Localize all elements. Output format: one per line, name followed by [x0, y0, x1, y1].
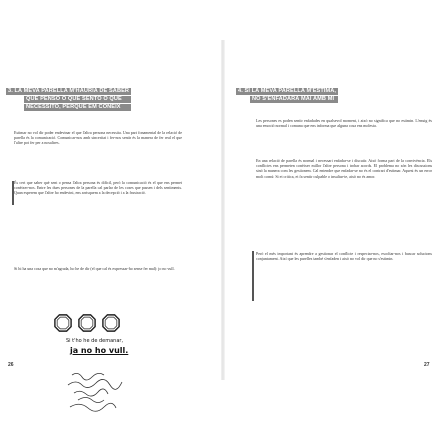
paragraph-text: És cert que saber què sent o pensa l'altra persona és difícil, però la comunicació és el que ens permet conèixer-nos. Entre les dues persones de la parella cal parlar de les coses que passen i dels sentiments. Quan esperem que l'altre ho endevini, ens arrisquem a la decepció i a la frustració.	[14, 180, 182, 196]
right-paragraph-2	[256, 158, 432, 179]
chapter-banner-line-1: 4. SI LA MEVA PARELLA M'ESTIMA,	[238, 88, 337, 94]
stop-sign-icon	[78, 314, 96, 332]
paragraph-text: Però el més important és aprendre a gestionar el conflicte i respectar-nos, escoltar-nos i buscar solucions conjuntament. Així que les parelles també s'enfaden i això no vol dir que no s'estimin.	[256, 251, 432, 262]
paragraph-text: En una relació de parella és normal i necessari enfadar-se i discutir. Això forma part de la convivència. Els conflictes ens permeten conèixer millor l'altre persona i trobar acords. El problema no són les discussions sinó la manera com les gestionem. Cal entendre que enfadar-se no és el contrari d'estimar. Aquest és un error molt comú: Si et critica, et fa sentir culpable o insultar-te, això no és amor.	[256, 158, 432, 179]
page-number: 26	[8, 362, 14, 368]
stop-sign-icon	[54, 314, 72, 332]
left-page	[6, 44, 206, 374]
right-paragraph-1	[256, 118, 432, 128]
chapter-4-banner	[236, 88, 338, 104]
right-paragraph-3	[256, 251, 432, 261]
paragraph-text: Estimar no vol dir poder endevinar el que l'altra persona necessita. Una part fonamental de la relació de parella és la comunicació. Comunicar-nos amb sinceritat i fer-nos sentir és la manera de fer real el que l'altre pot fer per a nosaltres.	[14, 130, 182, 146]
quote-rule	[252, 251, 254, 301]
paragraph-text: Les persones es poden sentir enfadades en qualsevol moment, i això no significa que no estimin. L'enuig és una emoció normal i comuna que ens informa que alguna cosa ens molesta.	[256, 118, 432, 129]
chapter-banner-line-2: NO S'ENFADARÀ MAI AMB MI	[250, 96, 338, 103]
handwritten-line-1: Si t'ho he de demanar,	[66, 338, 124, 344]
left-paragraph-3	[14, 266, 182, 271]
stop-sign-icon	[102, 314, 120, 332]
handwritten-line-2: ja no ho vull.	[70, 346, 129, 355]
right-page	[236, 44, 436, 374]
left-paragraph-2	[14, 180, 182, 196]
handwriting-scribble-illustration	[64, 369, 134, 417]
paragraph-text: Si hi ha una cosa que no m'agrada, ho he de dir (el que cal és expressar-ho sense fer mal): jo no vull.	[14, 266, 175, 271]
left-paragraph-1	[14, 130, 182, 146]
page-number: 27	[424, 362, 430, 368]
chapter-banner-line-2: QUE PENSO O QUE SENTO O QUE	[24, 96, 131, 103]
chapter-banner-line-3: NECESSITO, PERQUÈ EM CONEIX	[24, 104, 131, 111]
book-fold	[221, 40, 225, 380]
chapter-banner-line-1: 3. LA MEVA PARELLA M'HAURIA DE SABER	[8, 88, 130, 94]
stop-sign-illustration	[54, 314, 120, 332]
chapter-3-banner	[6, 88, 131, 112]
